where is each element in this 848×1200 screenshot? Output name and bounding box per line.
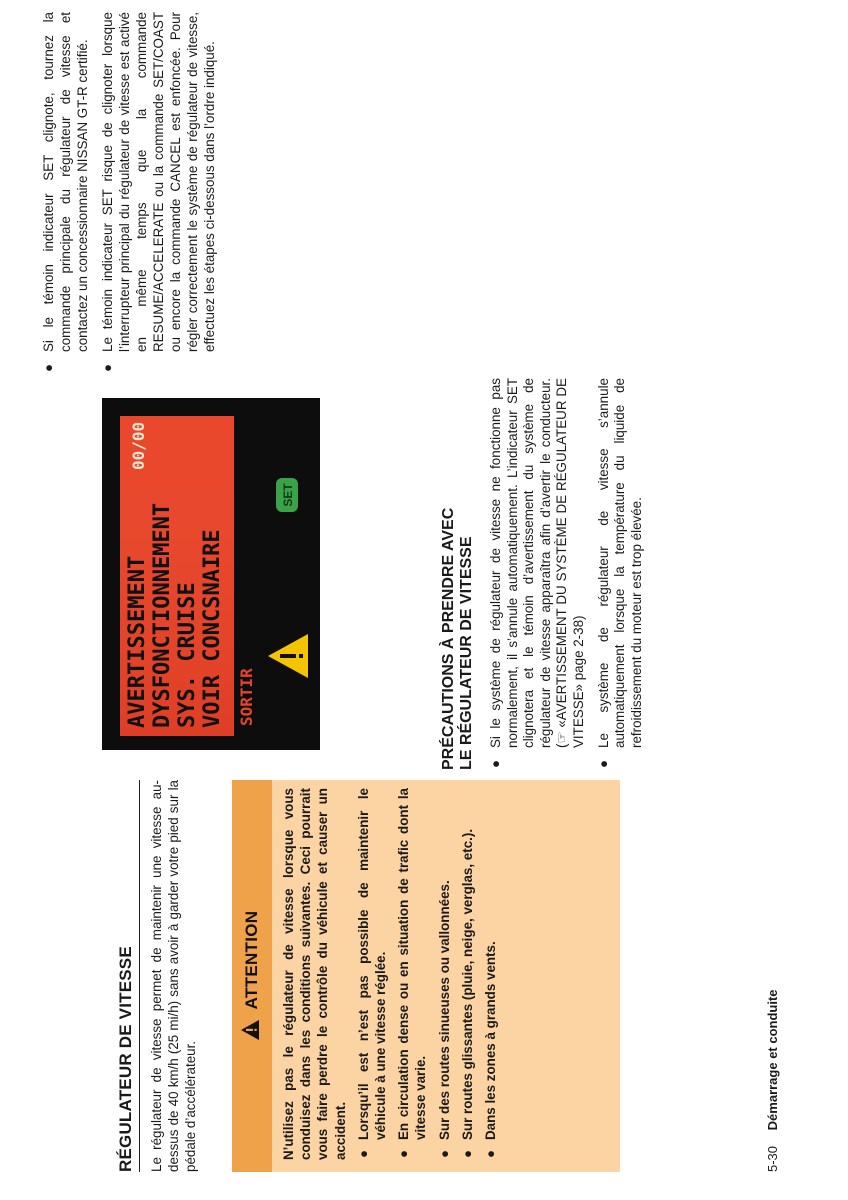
cruise-warning-display — [98, 378, 336, 770]
list-item: ● Le témoin indicateur SET risque de clignoter lorsque l’interrupteur principal du régulateur de vitesse est activé en même temps que la commande RESUME/ACCELERATE ou la commande SET/COAST ou encore la commande CANCEL est enfoncée. Pour régler correctement le système de régulateur de vitesse, effectuez les étapes ci-dessous dans l’ordre indiqué. — [100, 12, 217, 372]
display-line-3: SYS. CRUISE — [175, 582, 200, 728]
list-item: ● En circulation dense ou en situation de trafic dont la vitesse varie. — [396, 788, 429, 1158]
section-name: Démarrage et conduite — [765, 989, 780, 1131]
list-item: ● Sur des routes sinueuses ou vallonnées. — [436, 880, 452, 1158]
warning-lead: N’utilisez pas le régulateur de vitesse lorsque vous conduisez dans les conditions suivantes. Ceci pourrait vous faire perdre le contrôle du véhicule et causer un accident. — [281, 788, 348, 1160]
warning-box — [232, 780, 620, 1172]
section-title: RÉGULATEUR DE VITESSE — [116, 946, 135, 1172]
precautions-list — [488, 378, 653, 770]
warning-triangle-icon — [240, 1019, 265, 1041]
set-indicator-list — [40, 12, 226, 374]
display-counter: 00/00 — [129, 421, 148, 470]
precautions-title: PRÉCAUTIONS À PRENDRE AVEC LE RÉGULATEUR DE VITESSE — [440, 507, 475, 770]
display-illustration — [98, 378, 336, 770]
svg-text:SET: SET — [281, 483, 295, 507]
list-item: ● Lorsqu’il est n’est pas possible de maintenir le véhicule à une vitesse réglée. — [355, 788, 389, 1158]
display-line-1: AVERTISSEMENT — [125, 555, 150, 728]
display-line-2: DYSFONCTIONNEMENT — [150, 502, 175, 728]
list-item: ● Le système de régulateur de vitesse s’annule automatiquement lorsque la température du liquide de refroidissement du moteur est trop élevée. — [595, 378, 644, 768]
page-footer — [765, 989, 780, 1172]
warning-body — [280, 788, 505, 1160]
title-rule — [139, 780, 140, 1172]
list-item: ● Si le système de régulateur de vitesse ne fonctionne pas normalement, il s’annule automatiquement. L’indicateur SET clignotera et le témoin d’avertissement du système de régulateur de vitesse apparaîtra afin d’avertir le conducteur. (☞ «AVERTISSEMENT DU SYSTÈME DE RÉGULATEUR DE VITESSE» page 2-38) — [488, 378, 586, 768]
list-item: ● Sur routes glissantes (pluie, neige, verglas, etc.). — [459, 828, 475, 1158]
display-exit-label: SORTIR — [237, 668, 256, 726]
display-line-4: VOIR CONCSNAIRE — [200, 529, 225, 728]
page-number: 5-30 — [765, 1145, 780, 1172]
warning-header — [232, 780, 272, 1172]
set-indicator-icon — [276, 478, 298, 512]
warning-list — [355, 788, 499, 1160]
warning-label: ATTENTION — [242, 910, 261, 1010]
list-item: ● Si le témoin indicateur SET clignote, tournez la commande principale du régulateur de vitesse et contactez un concessionnaire NISSAN GT-R certifié. — [41, 12, 90, 372]
list-item: ● Dans les zones à grands vents. — [483, 941, 499, 1158]
intro-paragraph: Le régulateur de vitesse permet de maintenir une vitesse au-dessus de 40 km/h (25 mi/h) sans avoir à garder votre pied sur la pédale d’accélérateur. — [149, 780, 198, 1172]
